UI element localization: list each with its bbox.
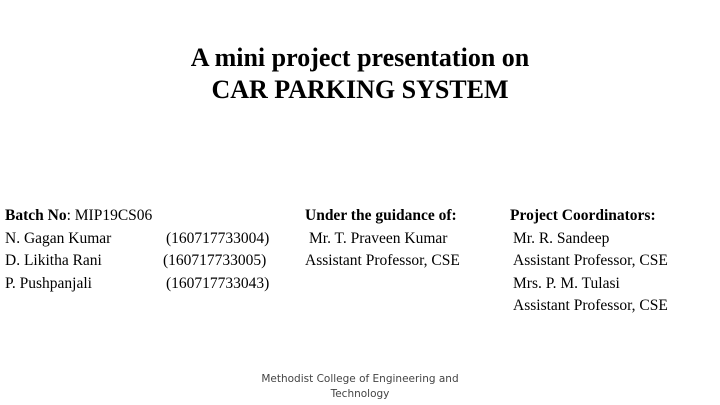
coordinator-name: Mr. R. Sandeep	[513, 229, 610, 247]
member-name: P. Pushpanjali	[5, 274, 92, 292]
coordinator-designation: Assistant Professor, CSE	[513, 252, 668, 269]
member-name: D. Likitha Rani	[5, 252, 102, 269]
coordinator-name: Mrs. P. M. Tulasi	[513, 274, 620, 292]
member-roll: (160717733004)	[166, 229, 270, 247]
guidance-heading: Under the guidance of:	[305, 207, 457, 224]
member-roll: (160717733005)	[163, 252, 267, 269]
coordinator-designation: Assistant Professor, CSE	[513, 297, 668, 314]
coordinators-heading: Project Coordinators:	[510, 207, 656, 224]
batch-column	[5, 205, 152, 295]
title-line-1: A mini project presentation on	[190, 43, 530, 72]
guide-designation: Assistant Professor, CSE	[305, 252, 460, 269]
roll-column	[163, 205, 269, 295]
slide-title	[0, 42, 720, 106]
coordinators-column	[510, 205, 668, 318]
footer-line-2: Technology	[330, 388, 390, 400]
member-name: N. Gagan Kumar	[5, 229, 112, 247]
footer-line-1: Methodist College of Engineering and	[261, 373, 459, 385]
batch-line	[5, 205, 152, 228]
roll-spacer	[163, 205, 269, 228]
title-line-2: CAR PARKING SYSTEM	[211, 75, 509, 104]
guide-name: Mr. T. Praveen Kumar	[309, 229, 448, 247]
batch-label: Batch No	[5, 207, 67, 224]
footer-institution	[240, 372, 480, 402]
batch-number: : MIP19CS06	[66, 207, 153, 224]
member-roll: (160717733043)	[166, 274, 270, 292]
guidance-column	[305, 205, 460, 273]
